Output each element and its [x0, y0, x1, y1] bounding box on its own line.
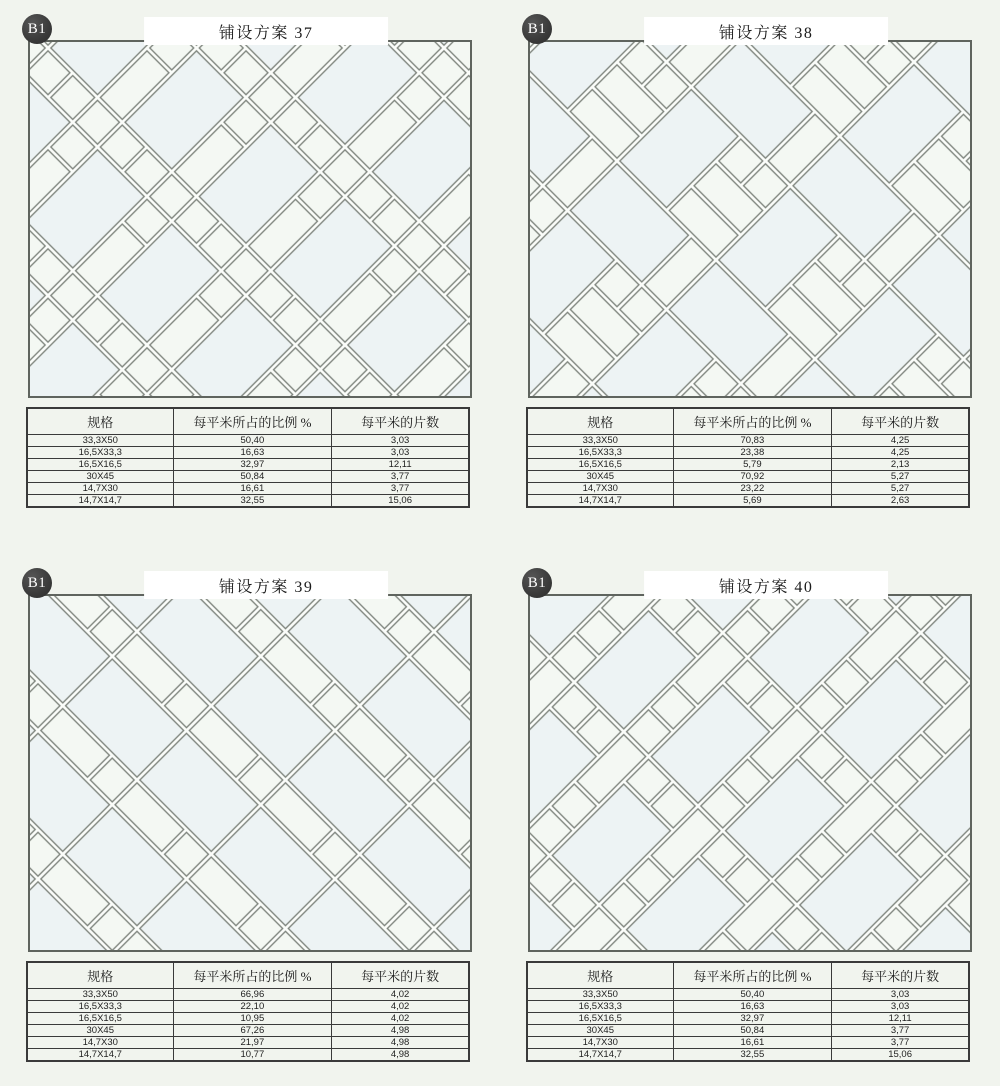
table-cell: 10,95 — [173, 1013, 332, 1025]
tile-pattern — [530, 42, 970, 396]
table-cell: 3,03 — [332, 447, 469, 459]
table-body — [27, 435, 469, 508]
table-cell: 32,97 — [673, 1013, 832, 1025]
table-cell: 15,06 — [332, 495, 469, 508]
table-cell: 22,10 — [173, 1001, 332, 1013]
table-row — [527, 1049, 969, 1062]
b1-badge: B1 — [522, 568, 552, 598]
table-cell: 10,77 — [173, 1049, 332, 1062]
table-row — [527, 495, 969, 508]
b1-badge: B1 — [22, 568, 52, 598]
table-cell: 5,27 — [832, 471, 969, 483]
table-cell: 30X45 — [527, 471, 673, 483]
plan-section-40 — [520, 566, 978, 1062]
table-cell: 50,40 — [173, 435, 332, 447]
table-row — [527, 1037, 969, 1049]
tile-pattern — [30, 42, 470, 396]
table-cell: 33,3X50 — [527, 989, 673, 1001]
table-cell: 14,7X30 — [527, 1037, 673, 1049]
table-header-row — [527, 962, 969, 989]
table-header-row — [27, 408, 469, 435]
table-cell: 33,3X50 — [27, 435, 173, 447]
table-cell: 14,7X14,7 — [27, 495, 173, 508]
table-cell: 33,3X50 — [527, 435, 673, 447]
table-cell: 67,26 — [173, 1025, 332, 1037]
table-row — [27, 1025, 469, 1037]
table-cell: 3,03 — [832, 989, 969, 1001]
table-cell: 12,11 — [832, 1013, 969, 1025]
table-cell: 4,25 — [832, 447, 969, 459]
table-row — [27, 495, 469, 508]
spec-table — [526, 407, 970, 508]
table-row — [527, 1025, 969, 1037]
table-cell: 30X45 — [27, 1025, 173, 1037]
table-cell: 66,96 — [173, 989, 332, 1001]
table-cell: 14,7X14,7 — [27, 1049, 173, 1062]
plan-section-38 — [520, 12, 978, 508]
table-cell: 32,97 — [173, 459, 332, 471]
table-cell: 5,27 — [832, 483, 969, 495]
table-row — [527, 459, 969, 471]
table-cell: 23,38 — [673, 447, 832, 459]
column-header-pieces: 每平米的片数 — [332, 962, 469, 989]
table-row — [27, 1013, 469, 1025]
table-row — [527, 435, 969, 447]
table-cell: 3,03 — [832, 1001, 969, 1013]
table-body — [527, 989, 969, 1062]
table-cell: 4,98 — [332, 1049, 469, 1062]
tile-layout-diagram — [28, 594, 472, 952]
column-header-ratio: 每平米所占的比例 % — [673, 408, 832, 435]
table-row — [27, 483, 469, 495]
table-row — [527, 1001, 969, 1013]
table-cell: 16,5X33,3 — [527, 1001, 673, 1013]
table-row — [527, 447, 969, 459]
table-cell: 14,7X30 — [27, 483, 173, 495]
plan-title: 铺设方案 39 — [144, 571, 388, 599]
table-cell: 70,83 — [673, 435, 832, 447]
table-cell: 3,77 — [832, 1025, 969, 1037]
table-cell: 50,84 — [673, 1025, 832, 1037]
table-row — [527, 989, 969, 1001]
column-header-spec: 规格 — [27, 408, 173, 435]
spec-table — [526, 961, 970, 1062]
column-header-pieces: 每平米的片数 — [832, 408, 969, 435]
b1-badge: B1 — [22, 14, 52, 44]
table-cell: 30X45 — [527, 1025, 673, 1037]
table-cell: 50,84 — [173, 471, 332, 483]
table-row — [527, 1013, 969, 1025]
table-row — [27, 1001, 469, 1013]
table-cell: 2,13 — [832, 459, 969, 471]
column-header-spec: 规格 — [527, 962, 673, 989]
table-header-row — [527, 408, 969, 435]
b1-badge: B1 — [522, 14, 552, 44]
column-header-spec: 规格 — [27, 962, 173, 989]
table-cell: 4,02 — [332, 1001, 469, 1013]
table-row — [527, 483, 969, 495]
table-cell: 16,63 — [673, 1001, 832, 1013]
table-cell: 3,77 — [332, 471, 469, 483]
table-body — [527, 435, 969, 508]
column-header-ratio: 每平米所占的比例 % — [173, 408, 332, 435]
plan-section-37 — [20, 12, 478, 508]
tile-pattern — [530, 596, 970, 950]
column-header-ratio: 每平米所占的比例 % — [173, 962, 332, 989]
table-cell: 5,79 — [673, 459, 832, 471]
table-cell: 16,5X16,5 — [527, 1013, 673, 1025]
tile-layout-diagram — [28, 40, 472, 398]
table-cell: 33,3X50 — [27, 989, 173, 1001]
table-row — [27, 1049, 469, 1062]
table-cell: 16,5X16,5 — [27, 1013, 173, 1025]
table-cell: 4,98 — [332, 1037, 469, 1049]
table-header-row — [27, 962, 469, 989]
table-row — [27, 471, 469, 483]
table-cell: 14,7X14,7 — [527, 495, 673, 508]
spec-table — [26, 407, 470, 508]
table-row — [27, 1037, 469, 1049]
table-cell: 4,25 — [832, 435, 969, 447]
tile-layout-diagram — [528, 40, 972, 398]
table-cell: 16,5X33,3 — [27, 1001, 173, 1013]
table-cell: 4,02 — [332, 989, 469, 1001]
table-cell: 16,5X16,5 — [27, 459, 173, 471]
table-cell: 32,55 — [673, 1049, 832, 1062]
table-cell: 14,7X14,7 — [527, 1049, 673, 1062]
table-cell: 16,5X33,3 — [527, 447, 673, 459]
table-cell: 14,7X30 — [27, 1037, 173, 1049]
table-cell: 2,63 — [832, 495, 969, 508]
table-row — [27, 435, 469, 447]
table-cell: 23,22 — [673, 483, 832, 495]
plan-title: 铺设方案 38 — [644, 17, 888, 45]
table-row — [27, 459, 469, 471]
plan-title: 铺设方案 40 — [644, 571, 888, 599]
column-header-ratio: 每平米所占的比例 % — [673, 962, 832, 989]
table-cell: 12,11 — [332, 459, 469, 471]
table-cell: 15,06 — [832, 1049, 969, 1062]
spec-table — [26, 961, 470, 1062]
table-cell: 3,03 — [332, 435, 469, 447]
table-row — [527, 471, 969, 483]
plan-title: 铺设方案 37 — [144, 17, 388, 45]
table-cell: 4,98 — [332, 1025, 469, 1037]
tile-pattern — [30, 596, 470, 950]
table-row — [27, 447, 469, 459]
column-header-spec: 规格 — [527, 408, 673, 435]
table-cell: 4,02 — [332, 1013, 469, 1025]
table-cell: 16,5X16,5 — [527, 459, 673, 471]
table-row — [27, 989, 469, 1001]
plan-section-39 — [20, 566, 478, 1062]
table-cell: 3,77 — [332, 483, 469, 495]
tile-layout-diagram — [528, 594, 972, 952]
table-cell: 16,63 — [173, 447, 332, 459]
table-cell: 3,77 — [832, 1037, 969, 1049]
table-cell: 70,92 — [673, 471, 832, 483]
column-header-pieces: 每平米的片数 — [832, 962, 969, 989]
table-cell: 16,5X33,3 — [27, 447, 173, 459]
column-header-pieces: 每平米的片数 — [332, 408, 469, 435]
table-cell: 5,69 — [673, 495, 832, 508]
table-cell: 16,61 — [173, 483, 332, 495]
table-cell: 30X45 — [27, 471, 173, 483]
table-body — [27, 989, 469, 1062]
table-cell: 16,61 — [673, 1037, 832, 1049]
table-cell: 32,55 — [173, 495, 332, 508]
table-cell: 14,7X30 — [527, 483, 673, 495]
table-cell: 21,97 — [173, 1037, 332, 1049]
table-cell: 50,40 — [673, 989, 832, 1001]
